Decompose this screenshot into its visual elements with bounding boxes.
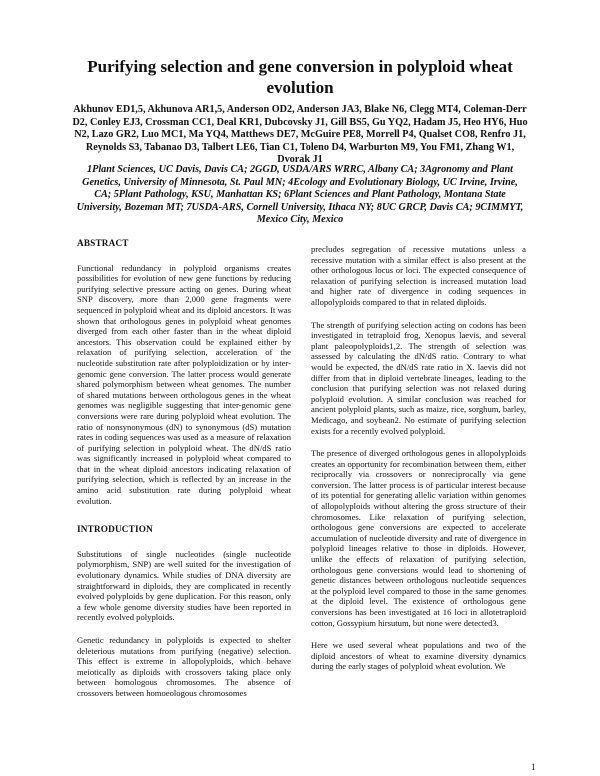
right-paragraph-3: The presence of diverged orthologous genes in allopolyploids creates an opportunity for recombination between them, either reciprocally via crossovers or nonreciprocally via gene conversion. The latter process is of particular interest because of its potential for generating allelic variation within genomes of allopolyploids without altering the gross structure of their chromosomes. Like relaxation of purifying selection, orthologous gene conversions are expected to accelerate accumulation of nucleotide diversity and rate of divergence in polyploid lineages relative to those in diploids. However, unlike the effects of relaxation of purifying selection, orthologous gene conversions would lead to shortening of genetic distances between orthologous nucleotide sequences at the polyploid level compared to those in the same genomes at the diploid level. The existence of orthologous gene conversions has been investigated at 16 loci in allotetraploid cotton, Gossypium hirsutum, but none were detected3.: [311, 448, 526, 628]
introduction-heading: INTRODUCTION: [77, 524, 153, 535]
abstract-heading: ABSTRACT: [77, 238, 129, 248]
affiliations: 1Plant Sciences, UC Davis, Davis CA; 2GGD, USDA/ARS WRRC, Albany CA; 3Agronomy and Plant Genetics, University of Minnesota, St. Paul MN; 4Ecology and Evolutionary Biology, UC Irvine, Irvine, CA; 5Plant Pathology, KSU, Manhattan KS; 6Plant Sciences and Plant Pathology, Montana State University, Bozeman MT; 7USDA-ARS, Cornell University, Ithaca NY; 8UC GRCP, Davis CA; 9CIMMYT, Mexico City, Mexico: [76, 164, 524, 226]
right-paragraph-2: The strength of purifying selection acting on codons has been investigated in tetraploid frog, Xenopus laevis, and several plant paleopolyploids1,2. The strength of selection was assessed by calculating the dN/dS ratio. Contrary to what would be expected, the dN/dS rate ratio in X. laevis did not differ from that in diploid vertebrate lineages, leading to the conclusion that purifying selection was not relaxed during polyploid evolution. A similar conclusion was reached for ancient polyploid plants, such as maize, rice, sorghum, barley, Medicago, and soybean2. No estimate of purifying selection exists for a recently evolved polyploid.: [311, 319, 526, 436]
page-number: 1: [531, 762, 536, 772]
author-list: Akhunov ED1,5, Akhunova AR1,5, Anderson OD2, Anderson JA3, Blake N6, Clegg MT4, Coleman-Derr D2, Conley EJ3, Crossman CC1, Deal KR1, Dubcovsky J1, Gill BS5, Gu YQ2, Hadam J5, Heo HY6, Huo N2, Lazo GR2, Luo MC1, Ma YQ4, Matthews DE7, McGuire PE8, Morrell P4, Qualset CO8, Renfro J1, Reynolds S3, Tabanao D3, Talbert LE6, Tian C1, Toleno D4, Warburton M9, You FM1, Zhang W1, Dvorak J1: [72, 104, 528, 166]
paper-title: Purifying selection and gene conversion in polyploid wheat evolution: [87, 57, 513, 97]
intro-paragraph-2: Genetic redundancy in polyploids is expected to shelter deleterious mutations from purifying (negative) selection. This effect is extreme in allopolyploids, which behave meiotically as diploids with crossovers taking place only between homologous chromosomes. The absence of crossovers between homoeologous chromosomes: [77, 635, 291, 698]
abstract-text: Functional redundancy in polyploid organisms creates possibilities for evolution of new gene functions by reducing purifying selective pressure acting on genes. During wheat SNP discovery, more than 2,000 gene fragments were sequenced in polyploid wheat and its diploid ancestors. It was shown that orthologous genes in polyploid wheat genomes diverged from each other faster than in the wheat diploid ancestors. This observation could be explained either by relaxation of purifying selection, acceleration of the nucleotide substitution rate after polyploidization or by inter-genomic gene conversion. The latter process would generate shared polymorphism between wheat genomes. The number of shared mutations between orthologous genes in the wheat genomes was negligible suggesting that inter-genomic gene conversions were rare during polyploid wheat evolution. The ratio of nonsynonymous (dN) to synonymous (dS) mutation rates in coding sequences was used as a measure of relaxation of purifying selection in polyploid wheat. The dN/dS ratio was significantly increased in polyploid wheat compared to that in the wheat diploid ancestors indicating relaxation of purifying selection, which is reflected by an increase in the amino acid substitution rate during polyploid wheat evolution.: [77, 262, 291, 506]
right-column: [311, 244, 526, 684]
right-paragraph-1: precludes segregation of recessive mutations unless a recessive mutation with a similar effect is also present at the other orthologous locus or loci. The expected consequence of relaxation of purifying selection is increased mutation load and higher rate of divergence in coding sequences in allopolyploids compared to that in related diploids.: [311, 244, 526, 307]
right-paragraph-4: Here we used several wheat populations and two of the diploid ancestors of wheat to examine diversity dynamics during the early stages of polyploid wheat evolution. We: [311, 640, 526, 672]
left-column: [77, 238, 291, 711]
intro-paragraph-1: Substitutions of single nucleotides (single nucleotide polymorphism, SNP) are well suited for the investigation of evolutionary dynamics. While studies of DNA diversity are straightforward in diploids, they are complicated in recently evolved polyploids by gene duplication. For this reason, only a few whole genome diversity studies have been reported in recently evolved polyploids.: [77, 548, 291, 623]
